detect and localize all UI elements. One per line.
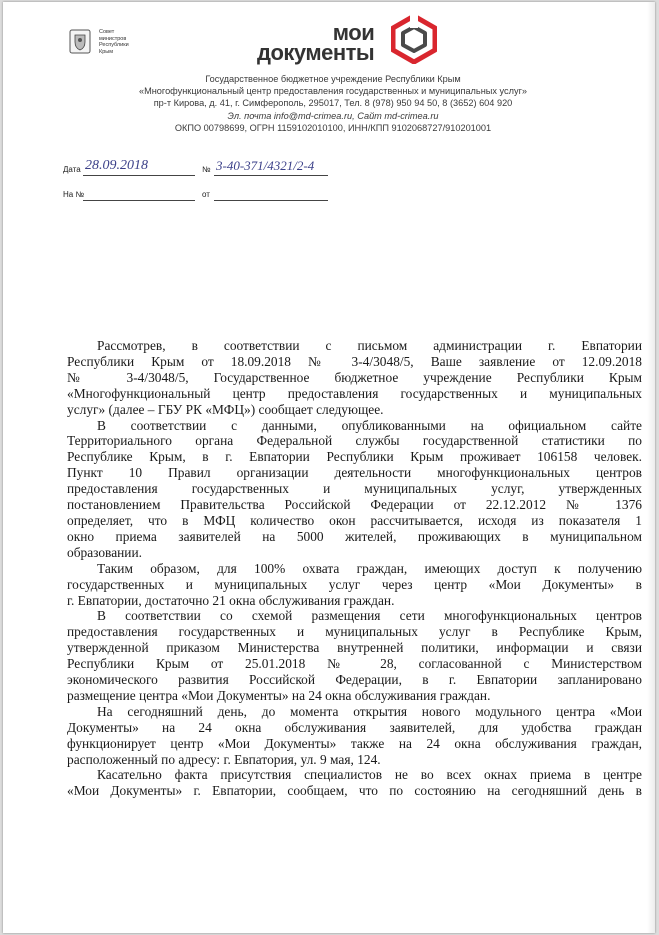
body-line: экономического развития Российской Федерации, в г. Евпатории запланировано — [67, 672, 642, 688]
body-line: окно приема заявителей на 5000 жителей, проживающих в муниципальном — [67, 528, 642, 544]
org-contacts: Эл. почта info@md-crimea.ru, Сайт md-crimea.ru — [227, 110, 439, 121]
body-line: Пункт 10 Правил организации деятельности многофункциональных центров — [67, 465, 642, 481]
council-line: Совет — [99, 29, 115, 35]
body-line: Республики Крым от 18.09.2018 № 3-4/3048/5, Ваше заявление от 12.09.2018 — [67, 353, 642, 369]
body-line: услуг» (далее – ГБУ РК «МФЦ») сообщает следующее. — [67, 401, 384, 417]
body-line: предоставления государственных и муниципальных услуг, утвержденных — [67, 481, 642, 497]
ref-line — [83, 200, 195, 201]
body-line: Территориального органа Федеральной службы государственной статистики по — [67, 433, 642, 449]
body-line: предоставления государственных и муниципальных услуг в Республике Крым, — [67, 624, 642, 640]
from-line — [214, 200, 328, 201]
org-address: пр-т Кирова, д. 41, г. Симферополь, 295017, Тел. 8 (978) 950 94 50, 8 (3652) 604 920 — [153, 98, 513, 109]
council-line: Крым — [99, 48, 113, 55]
number-value: 3-40-371/4321/2-4 — [216, 158, 315, 173]
body-line: Касательно факта присутствия специалистов не во всех окнах приема в центре — [97, 767, 642, 783]
logo-line-1: мои — [332, 20, 375, 45]
body-line: определяет, что в МФЦ количество окон рассчитывается, исходя из показателя 1 — [67, 512, 642, 528]
body-line: размещение центра «Мои Документы» на 24 окна обслуживания граждан. — [67, 687, 491, 703]
council-line: Республики — [99, 42, 129, 48]
letter-page — [3, 2, 655, 933]
body-line: № 3-4/3048/5, Государственное бюджетное учреждение Республики Крым — [67, 369, 642, 385]
body-line: «Многофункциональный центр предоставления государственных и муниципальных — [67, 385, 642, 401]
body-line: Документы» на 24 окна обслуживания заявителей, для удобства граждан — [67, 719, 642, 735]
org-name-line-2: «Многофункциональный центр предоставления государственных и муниципальных услуг» — [138, 86, 528, 97]
body-line: утвержденной приказом Министерства внутренней политики, информации и связи — [67, 640, 642, 656]
org-codes: ОКПО 00798699, ОГРН 1159102010100, ИНН/КПП 9102068727/910201001 — [174, 122, 492, 133]
body-line: постановлением Правительства Российской Федерации от 22.12.2012 № 1376 — [67, 497, 642, 513]
letter-body — [67, 338, 642, 799]
body-line: Рассмотрев, в соответствии с письмом администрации г. Евпатории — [97, 338, 642, 353]
body-line: На сегодняшний день, до момента открытия нового модульного центра «Мои — [97, 703, 642, 719]
from-label: от — [202, 190, 210, 199]
body-line: расположенный по адресу: г. Евпатория, ул. 9 мая, 124. — [67, 751, 381, 767]
council-label — [99, 29, 129, 55]
number-line — [214, 175, 328, 176]
council-line: министров — [99, 35, 127, 42]
org-name-line-1: Государственное бюджетное учреждение Республики Крым — [205, 74, 461, 84]
body-line: В соответствии со схемой размещения сети многофункциональных центров — [97, 608, 642, 624]
organization-requisites — [103, 73, 563, 134]
scan-edge-shade — [647, 2, 655, 933]
body-line: г. Евпатории, достаточно 21 окна обслуживания граждан. — [67, 592, 395, 608]
date-line — [83, 175, 195, 176]
body-line: Республике Крым, в г. Евпатории Республики Крым проживает 106158 человек. — [67, 449, 642, 465]
date-label: Дата — [63, 165, 81, 174]
logo-line-2: документы — [257, 40, 375, 65]
moi-dokumenty-logo-icon — [391, 14, 437, 64]
date-value: 28.09.2018 — [85, 158, 148, 173]
crimea-emblem-icon — [69, 29, 91, 54]
body-line: В соответствии с данными, опубликованными на официальном сайте — [97, 417, 642, 433]
body-line: Республики Крым от 25.01.2018 № 28, согласованной с Министерством — [67, 656, 642, 672]
body-line: государственных и муниципальных услуг через центр «Мои Документы» в — [67, 576, 642, 592]
logo-wordmark — [257, 20, 375, 65]
number-label: № — [202, 165, 211, 174]
body-line: функционирует центр «Мои Документы» также на 24 окна обслуживания граждан, — [67, 735, 642, 751]
body-line: Таким образом, для 100% охвата граждан, имеющих доступ к получению — [97, 560, 642, 576]
body-line: образовании. — [67, 544, 142, 560]
ref-label: На № — [63, 190, 85, 199]
body-line: «Мои Документы» г. Евпатории, сообщаем, что по состоянию на сегодняшний день в — [67, 783, 642, 799]
